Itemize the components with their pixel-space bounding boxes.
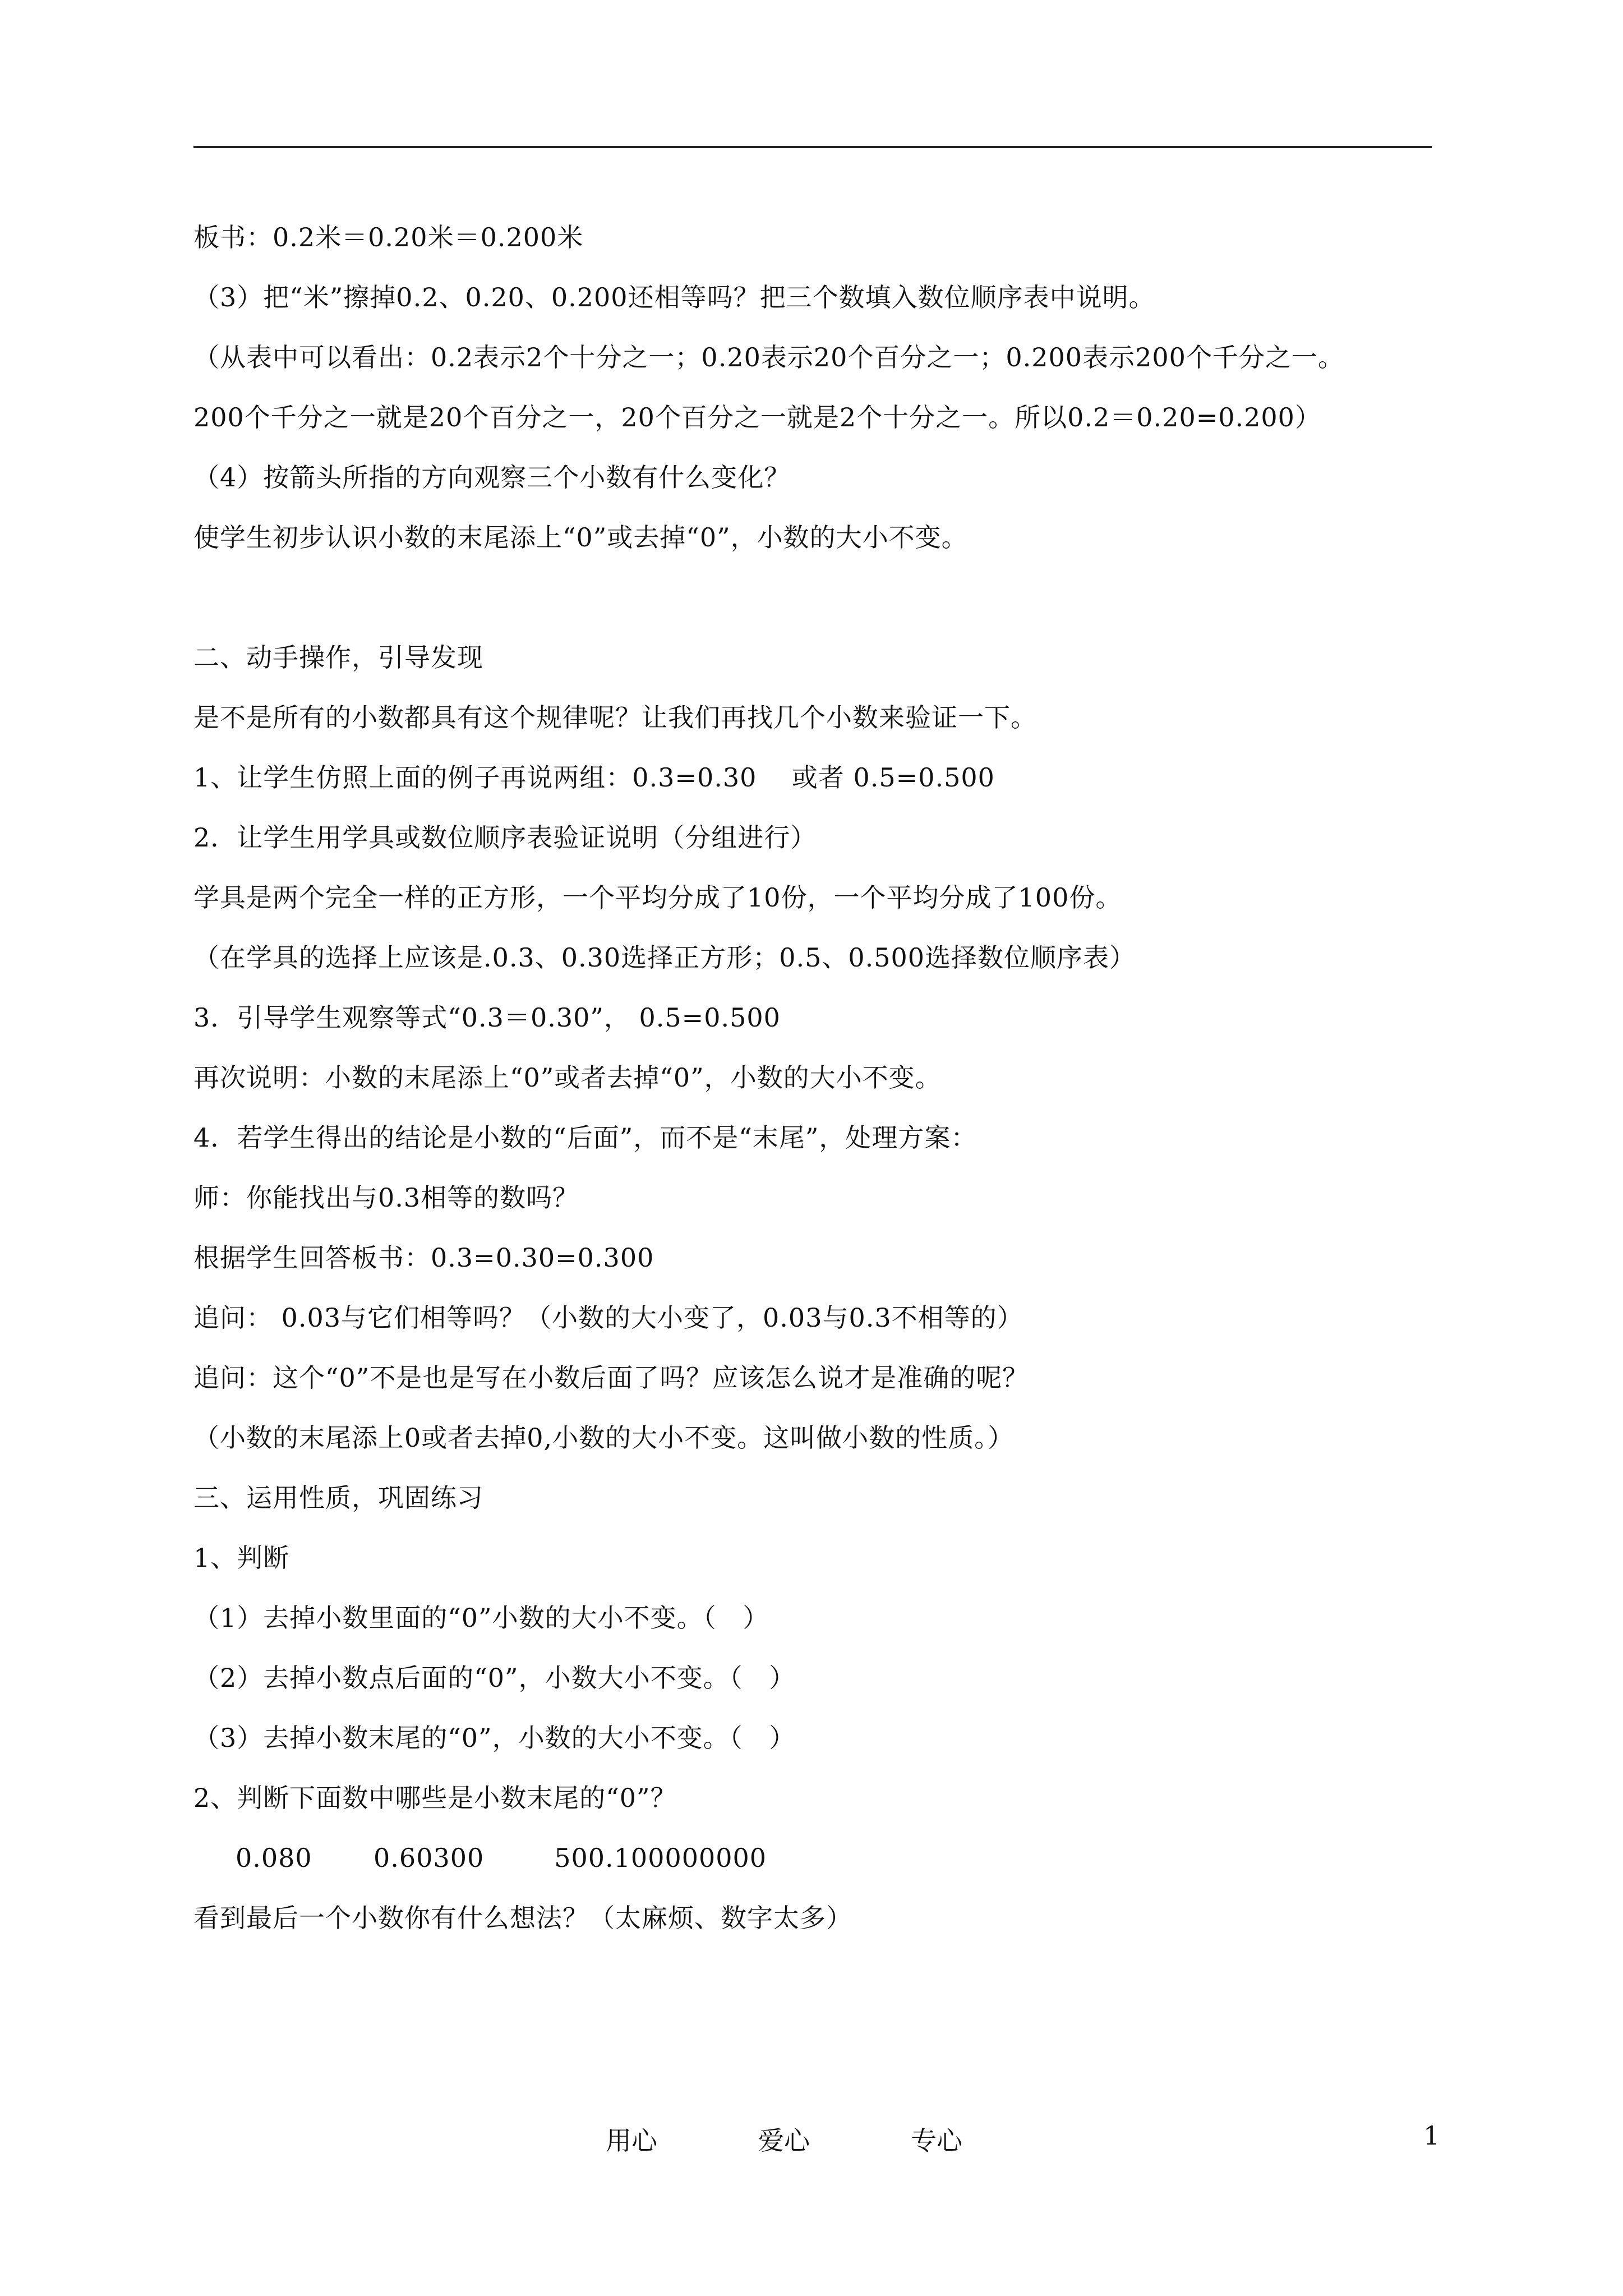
text-line: （3）把“米”擦掉0.2、0.20、0.200还相等吗？把三个数填入数位顺序表中说明。 (193, 282, 1155, 312)
text-line: （4）按箭头所指的方向观察三个小数有什么变化？ (193, 462, 791, 493)
footer-motto (606, 2120, 962, 2157)
text-line: 3．引导学生观察等式“0.3＝0.30”， 0.5=0.500 (193, 1002, 781, 1033)
footer-motto-2: 爱心 (758, 2125, 810, 2156)
text-line: （从表中可以看出：0.2表示2个十分之一；0.20表示20个百分之一；0.200表示200个千分之一。 (193, 342, 1344, 372)
text-line: 2．让学生用学具或数位顺序表验证说明（分组进行） (193, 822, 817, 853)
text-line: 使学生初步认识小数的末尾添上“0”或去掉“0”，小数的大小不变。 (193, 522, 968, 553)
section-heading: 三、运用性质，巩固练习 (193, 1483, 483, 1513)
page-footer (0, 2120, 1623, 2160)
footer-motto-3: 专心 (911, 2125, 962, 2156)
footer-motto-1: 用心 (606, 2125, 657, 2156)
text-line: 是不是所有的小数都具有这个规律呢？让我们再找几个小数来验证一下。 (193, 702, 1037, 733)
blank-line (193, 568, 1438, 628)
text-line: 根据学生回答板书：0.3=0.30=0.300 (193, 1243, 654, 1273)
text-line: 200个千分之一就是20个百分之一，20个百分之一就是2个十分之一。所以0.2＝0.20=0.200） (193, 402, 1321, 432)
text-line: 看到最后一个小数你有什么想法？（太麻烦、数字太多） (193, 1903, 852, 1933)
section-heading: 二、动手操作，引导发现 (193, 642, 483, 673)
text-line: 板书：0.2米＝0.20米＝0.200米 (193, 222, 584, 252)
number-examples: 0.080 0.60300 500.100000000 (236, 1843, 767, 1873)
text-line: 追问：这个“0”不是也是写在小数后面了吗？应该怎么说才是准确的呢？ (193, 1363, 1029, 1393)
text-line: 学具是两个完全一样的正方形，一个平均分成了10份，一个平均分成了100份。 (193, 882, 1122, 913)
text-line: （2）去掉小数点后面的“0”，小数大小不变。（ ） (193, 1663, 796, 1693)
text-line: 1、判断 (193, 1543, 290, 1573)
text-line: 4．若学生得出的结论是小数的“后面”，而不是“末尾”，处理方案： (193, 1122, 978, 1153)
text-line: （3）去掉小数末尾的“0”，小数的大小不变。（ ） (193, 1723, 796, 1753)
text-line: 追问： 0.03与它们相等吗？（小数的大小变了，0.03与0.3不相等的） (193, 1303, 1023, 1333)
text-line: （1）去掉小数里面的“0”小数的大小不变。（ ） (193, 1603, 769, 1633)
text-line: 1、让学生仿照上面的例子再说两组：0.3=0.30 或者 0.5=0.500 (193, 762, 995, 793)
document-body (193, 208, 1438, 1948)
text-line: 2、判断下面数中哪些是小数末尾的“0”？ (193, 1783, 677, 1813)
text-line: 再次说明：小数的末尾添上“0”或者去掉“0”，小数的大小不变。 (193, 1062, 942, 1093)
page-number: 1 (1423, 2120, 1440, 2151)
text-line: （在学具的选择上应该是.0.3、0.30选择正方形；0.5、0.500选择数位顺序表） (193, 942, 1136, 973)
text-line: 师：你能找出与0.3相等的数吗？ (193, 1182, 579, 1213)
text-line: （小数的末尾添上0或者去掉0,小数的大小不变。这叫做小数的性质。） (193, 1423, 1015, 1453)
header-rule (193, 146, 1432, 148)
